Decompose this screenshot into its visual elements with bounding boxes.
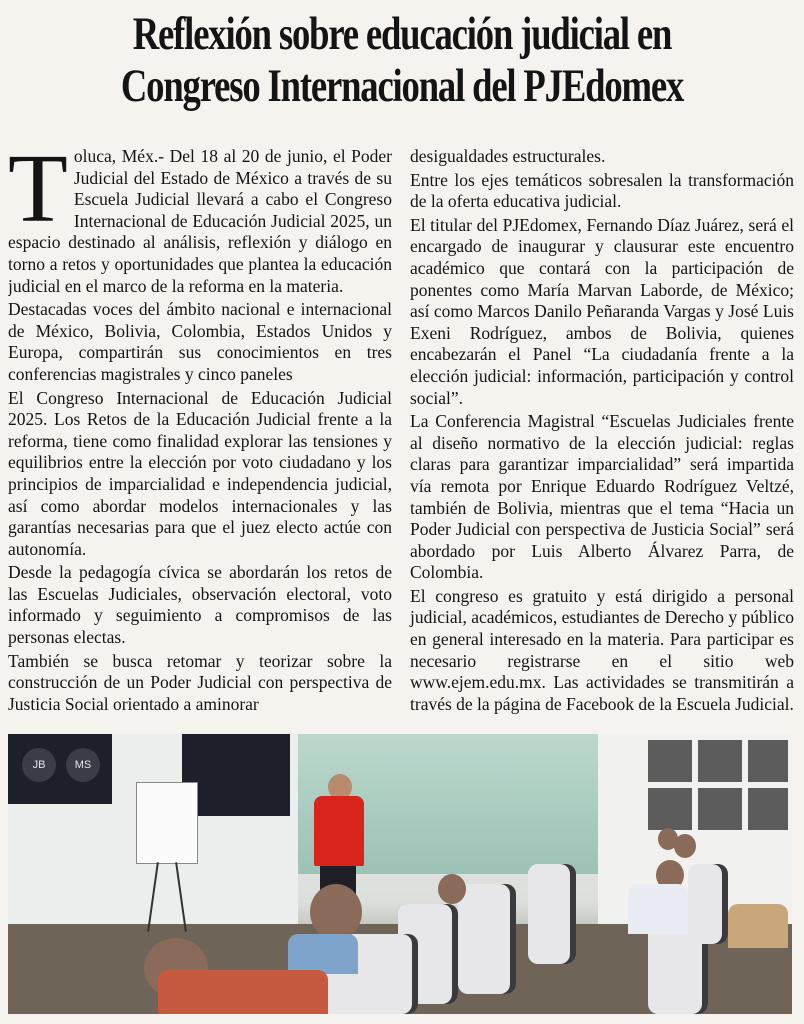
paragraph: Desde la pedagogía cívica se abordarán los retos de las Escuelas Judiciales, observación electoral, voto informado y seguimiento a compromisos de las personas electas. bbox=[8, 562, 392, 648]
video-screen-right bbox=[182, 734, 290, 816]
article-column-2 bbox=[410, 146, 794, 720]
wall-panel bbox=[698, 740, 742, 782]
paragraph: El titular del PJEdomex, Fernando Díaz Juárez, será el encargado de inaugurar y clausurar este encuentro académico que contará con la participación de ponentes como María Marvan Laborde, de México; así como Marcos Danilo Peñaranda Vargas y José Luis Exeni Rodríguez, ambos de Bolivia, quienes encabezarán el Panel “La ciudadanía frente a la elección judicial: información, participación y control social”. bbox=[410, 214, 794, 408]
paragraph: El Congreso Internacional de Educación Judicial 2025. Los Retos de la Educación Judicial frente a la reforma, tiene como finalidad explorar las tensiones y equilibrios entre la elección por voto ciudadano y los principios de imparcialidad e independencia judicial, así como abordar modelos internacionales y las garantías necesarias para que el juez electo actúe con autonomía. bbox=[8, 387, 392, 559]
wall-panel bbox=[648, 788, 692, 830]
attendee bbox=[158, 970, 328, 1014]
headline-line-1: Reflexión sobre educación judicial en bbox=[132, 8, 672, 60]
attendee-head bbox=[674, 834, 696, 858]
whiteboard bbox=[136, 782, 198, 864]
wall-panel bbox=[698, 788, 742, 830]
chair bbox=[688, 864, 728, 944]
paragraph: Destacadas voces del ámbito nacional e internacional de México, Bolivia, Colombia, Estados Unidos y Europa, compartirán sus conocimientos en tres conferencias magistrales y cinco paneles bbox=[8, 299, 392, 384]
paragraph: El congreso es gratuito y está dirigido a personal judicial, académicos, estudiantes de Derecho y público en general interesado en la materia. Para participar es necesario registrarse en el sitio web www.ejem.edu.mx. Las actividades se transmitirán a través de la página de Facebook de la Escuela Judicial. bbox=[410, 585, 794, 714]
video-screen-left bbox=[8, 734, 112, 804]
wall-panel bbox=[748, 788, 788, 830]
attendee-head bbox=[310, 884, 362, 940]
drop-cap: T bbox=[8, 146, 68, 243]
attendee bbox=[728, 904, 788, 948]
article-body bbox=[8, 146, 794, 720]
paragraph: La Conferencia Magistral “Escuelas Judiciales frente al diseño normativo de la elección judicial: reglas claras para garantizar imparcialidad” será impartida vía remota por Enrique Eduardo Rodríguez Veltzé, también de Bolivia, mientras que el tema “Hacia un Poder Judicial con perspectiva de Justicia Social” será abordado por Luis Alberto Álvarez Parra, de Colombia. bbox=[410, 411, 794, 583]
attendee-head bbox=[438, 874, 466, 904]
attendee bbox=[288, 934, 358, 974]
avatar: MS bbox=[66, 748, 100, 782]
attendee bbox=[628, 884, 688, 934]
paragraph-text: oluca, Méx.- Del 18 al 20 de junio, el Poder Judicial del Estado de México a través de su Escuela Judicial llevará a cabo el Congreso Internacional de Educación Judicial 2025, un espacio destinado al análisis, reflexión y diálogo en torno a retos y oportunidades que plantea la educación judicial en el marco de la reforma en la materia. bbox=[8, 146, 392, 296]
event-photo bbox=[8, 734, 792, 1014]
paragraph: desigualdades estructurales. bbox=[410, 146, 606, 166]
chair bbox=[458, 884, 516, 994]
wall-panel bbox=[748, 740, 788, 782]
paragraph: Entre los ejes temáticos sobresalen la transformación de la oferta educativa judicial. bbox=[410, 169, 794, 212]
paragraph bbox=[8, 146, 392, 297]
avatar: JB bbox=[22, 748, 56, 782]
headline bbox=[88, 8, 715, 112]
article-column-1 bbox=[8, 146, 392, 720]
paragraph: También se busca retomar y teorizar sobre la construcción de un Poder Judicial con perspectiva de Justicia Social orientado a aminorar bbox=[8, 650, 392, 714]
presenter bbox=[314, 796, 364, 866]
chair bbox=[528, 864, 576, 964]
wall-panel bbox=[648, 740, 692, 782]
headline-line-2: Congreso Internacional del PJEdomex bbox=[120, 60, 684, 112]
